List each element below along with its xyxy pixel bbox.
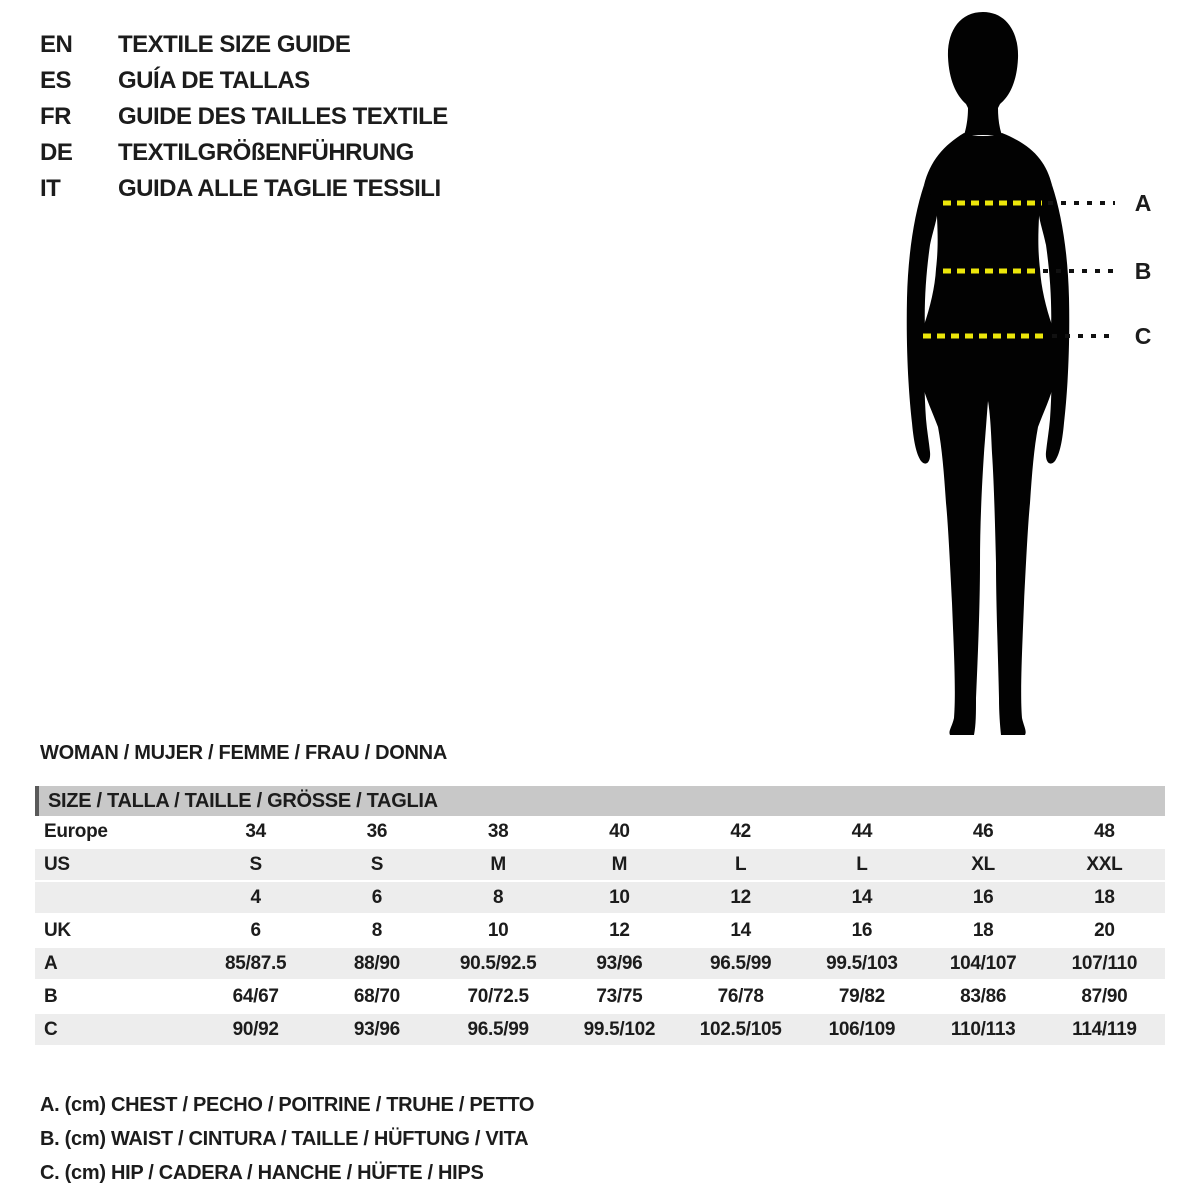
- language-title-de: [40, 135, 448, 171]
- table-cell: 114/119: [1072, 1018, 1137, 1040]
- table-cell: L: [856, 853, 868, 875]
- table-cell: 93/96: [596, 952, 643, 974]
- table-row-europe: [35, 816, 1165, 849]
- table-cell: XXL: [1086, 853, 1123, 875]
- table-cell: 102.5/105: [699, 1018, 782, 1040]
- measure-label-c: C: [1134, 323, 1152, 349]
- table-cell: 90.5/92.5: [459, 952, 537, 974]
- silhouette-head: [948, 12, 1018, 135]
- table-row-c: [35, 1014, 1165, 1047]
- table-cell: 93/96: [353, 1018, 400, 1040]
- table-cell: 40: [609, 820, 630, 842]
- table-cell: M: [611, 853, 628, 875]
- table-cell: 79/82: [838, 985, 885, 1007]
- legend-line-b: B. (cm) WAIST / CINTURA / TAILLE / HÜFTUNG / VITA: [40, 1128, 529, 1150]
- table-cell: 4: [250, 886, 261, 908]
- language-code: ES: [40, 67, 72, 94]
- table-cell: 70/72.5: [467, 985, 529, 1007]
- measurement-legend: [40, 1088, 534, 1190]
- table-cell: 8: [492, 886, 504, 908]
- table-cell: 48: [1094, 820, 1115, 842]
- legend-line-c: C. (cm) HIP / CADERA / HANCHE / HÜFTE / HIPS: [40, 1162, 484, 1184]
- table-cell: L: [734, 853, 747, 875]
- language-title-list: [40, 27, 448, 207]
- table-cell: 34: [245, 820, 266, 842]
- table-cell: 14: [851, 886, 873, 908]
- table-cell: 90/92: [232, 1018, 279, 1040]
- row-label: B: [44, 985, 58, 1007]
- table-cell: 36: [366, 820, 388, 842]
- table-cell: 12: [730, 886, 751, 908]
- table-cell: 96.5/99: [467, 1018, 529, 1040]
- table-cell: S: [370, 853, 384, 875]
- row-label: US: [44, 853, 70, 875]
- table-cell: 18: [1094, 886, 1115, 908]
- table-cell: 10: [609, 886, 630, 908]
- language-code: IT: [40, 175, 61, 202]
- table-cell: 12: [609, 919, 630, 941]
- table-cell: 64/67: [232, 985, 279, 1007]
- table-cell: 106/109: [828, 1018, 896, 1040]
- language-title-fr: [40, 99, 448, 135]
- language-code: FR: [40, 103, 71, 130]
- size-table-body: [35, 816, 1165, 1047]
- table-cell: 107/110: [1071, 952, 1138, 974]
- table-row-b: [35, 981, 1165, 1014]
- language-code: DE: [40, 139, 73, 166]
- silhouette-body: [919, 133, 1057, 735]
- section-title-woman: WOMAN / MUJER / FEMME / FRAU / DONNA: [40, 742, 447, 764]
- table-cell: 38: [487, 820, 509, 842]
- table-cell: 18: [972, 919, 994, 941]
- table-cell: 6: [371, 886, 383, 908]
- table-cell: 10: [487, 919, 509, 941]
- table-cell: 68/70: [353, 985, 400, 1007]
- table-row-a: [35, 948, 1165, 981]
- table-cell: 14: [730, 919, 751, 941]
- table-cell: 104/107: [949, 952, 1017, 974]
- table-cell: 42: [730, 820, 751, 842]
- table-cell: 110/113: [950, 1018, 1016, 1040]
- measure-label-b: B: [1134, 258, 1152, 284]
- size-table: [35, 786, 1165, 1047]
- table-cell: S: [249, 853, 262, 875]
- woman-silhouette-graphic: [880, 5, 1180, 745]
- table-cell: 96.5/99: [709, 952, 772, 974]
- row-label: A: [44, 952, 58, 974]
- table-cell: 99.5/102: [583, 1018, 656, 1040]
- row-label: C: [44, 1018, 58, 1040]
- table-cell: 8: [371, 919, 383, 941]
- language-guide-title: GUÍA DE TALLAS: [118, 67, 310, 94]
- language-code: EN: [40, 31, 73, 58]
- table-cell: 6: [250, 919, 261, 941]
- row-label: Europe: [44, 820, 108, 842]
- table-cell: M: [490, 853, 506, 875]
- table-cell: 20: [1094, 919, 1115, 941]
- table-row-us: [35, 849, 1165, 882]
- language-title-it: [40, 171, 448, 207]
- table-cell: 87/90: [1081, 985, 1128, 1007]
- table-row-uk: [35, 915, 1165, 948]
- row-label: UK: [44, 919, 71, 941]
- language-guide-title: TEXTILE SIZE GUIDE: [118, 31, 351, 58]
- table-row-us-numeric: [35, 882, 1165, 915]
- table-cell: 16: [851, 919, 873, 941]
- table-cell: 44: [851, 820, 873, 842]
- table-cell: 16: [972, 886, 994, 908]
- language-title-en: [40, 27, 448, 63]
- language-guide-title: TEXTILGRÖßENFÜHRUNG: [118, 139, 414, 166]
- language-guide-title: GUIDE DES TAILLES TEXTILE: [118, 103, 448, 130]
- table-cell: 73/75: [596, 985, 643, 1007]
- table-cell: 99.5/103: [826, 952, 898, 974]
- table-cell: 85/87.5: [224, 952, 287, 974]
- figure-silhouette: [880, 5, 1180, 745]
- table-cell: 76/78: [717, 985, 764, 1007]
- language-guide-title: GUIDA ALLE TAGLIE TESSILI: [118, 175, 441, 202]
- measure-label-a: A: [1134, 190, 1152, 216]
- language-title-es: [40, 63, 448, 99]
- legend-line-a: A. (cm) CHEST / PECHO / POITRINE / TRUHE / PETTO: [40, 1094, 535, 1116]
- size-table-header: SIZE / TALLA / TAILLE / GRÖSSE / TAGLIA: [35, 786, 1165, 816]
- table-cell: 83/86: [960, 985, 1007, 1007]
- table-cell: 46: [972, 820, 994, 842]
- table-cell: XL: [971, 853, 995, 875]
- table-cell: 88/90: [353, 952, 400, 974]
